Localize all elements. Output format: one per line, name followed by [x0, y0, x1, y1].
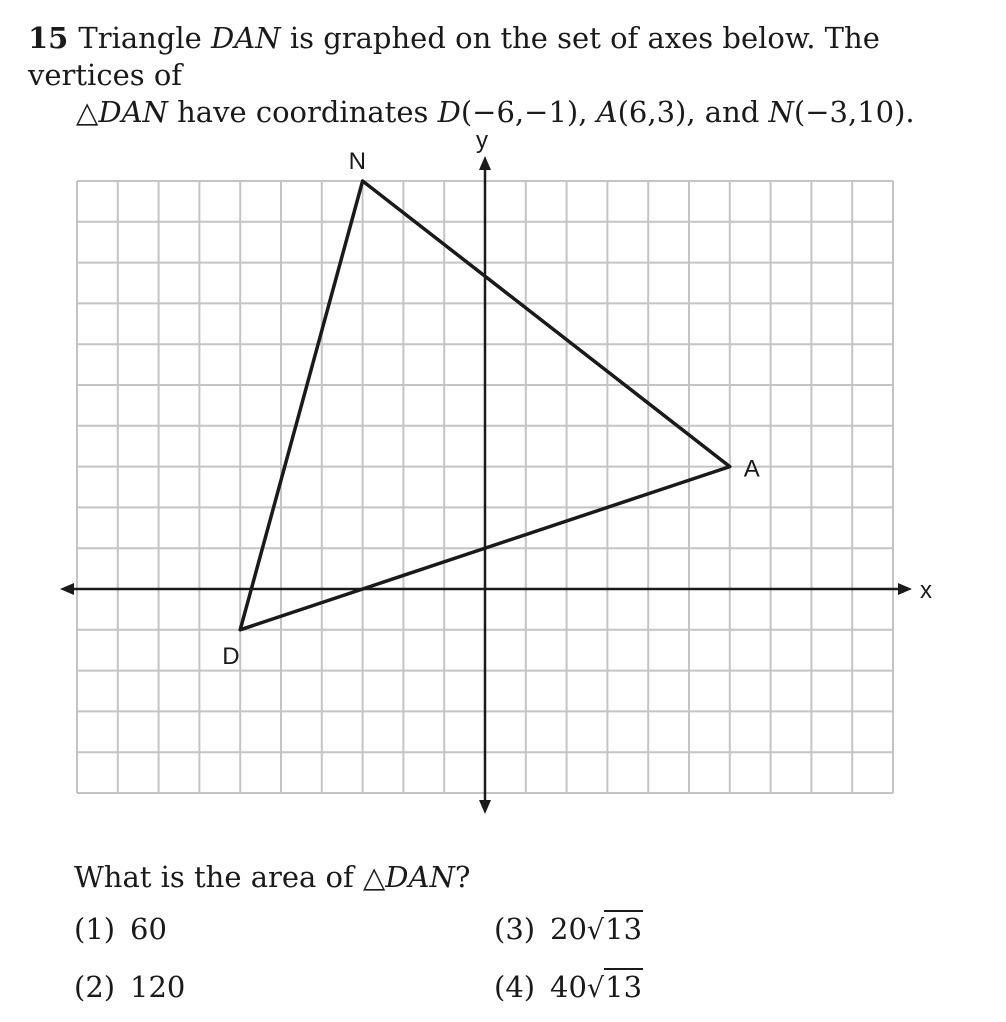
sqrt-symbol: √13: [586, 970, 643, 1004]
question-number: 15: [28, 21, 69, 55]
question-line-1: Triangle DAN is graphed on the set of axes below. The vertices of: [28, 21, 880, 92]
x-axis-right-arrow: [898, 583, 912, 595]
choice-1[interactable]: [74, 912, 167, 946]
choice-4-number: (4): [494, 970, 536, 1004]
choice-1-value: 60: [130, 912, 167, 946]
choice-2-value: 120: [130, 970, 186, 1004]
y-axis-up-arrow: [479, 156, 491, 170]
sqrt-symbol: √13: [586, 912, 643, 946]
choice-3[interactable]: [494, 912, 643, 946]
choice-4-radicand: 13: [605, 970, 643, 1004]
choice-3-coef: 20: [550, 912, 587, 946]
x-axis-label: x: [920, 577, 932, 604]
axes: [60, 156, 912, 814]
vertex-label-n: N: [348, 148, 366, 175]
vertex-label-d: D: [222, 642, 240, 670]
question-line-2: △DAN have coordinates D(−6,−1), A(6,3), and N(−3,10).: [76, 95, 915, 129]
choice-2[interactable]: [74, 970, 185, 1004]
choice-3-number: (3): [494, 912, 536, 946]
choice-3-radicand: 13: [605, 912, 643, 946]
choice-4-coef: 40: [550, 970, 587, 1004]
vertex-label-a: A: [743, 455, 760, 483]
x-axis-left-arrow: [60, 583, 74, 595]
choice-2-number: (2): [74, 970, 116, 1004]
choice-1-number: (1): [74, 912, 116, 946]
y-axis-down-arrow: [479, 800, 491, 814]
y-axis-label: y: [476, 127, 488, 154]
choice-4[interactable]: [494, 970, 643, 1004]
area-prompt: What is the area of △DAN?: [74, 860, 471, 894]
